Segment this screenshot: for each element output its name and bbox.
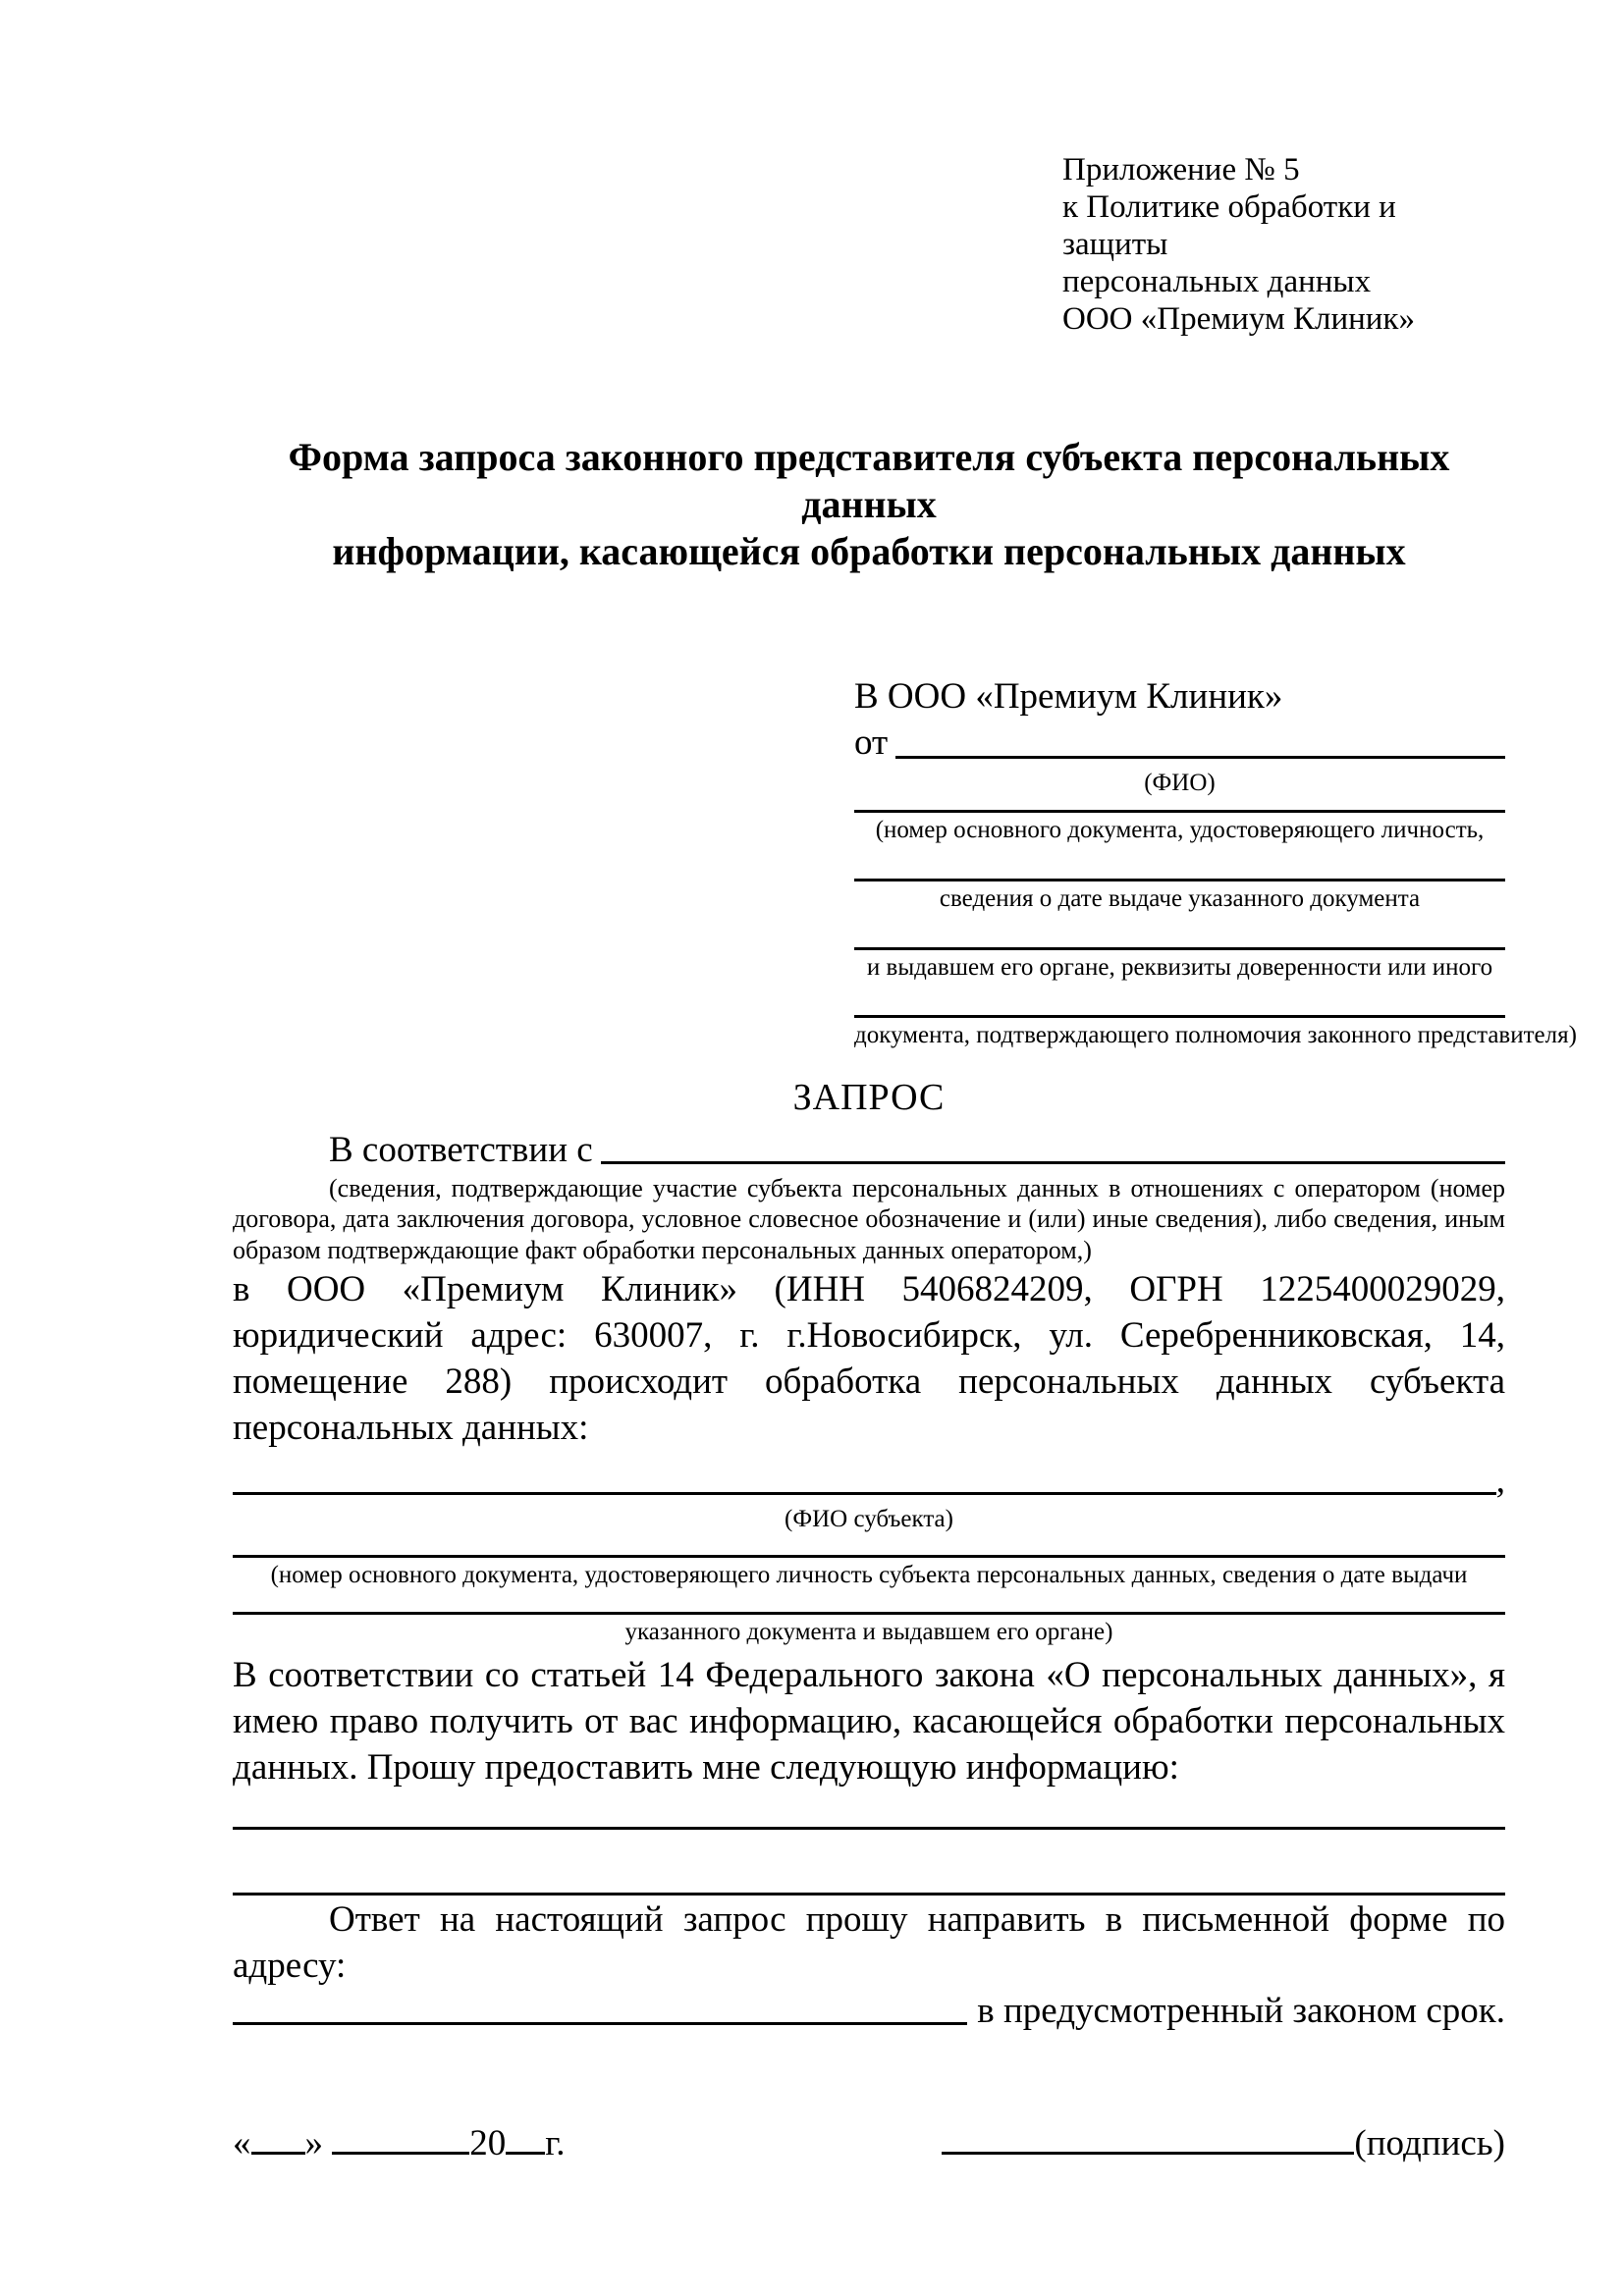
day-blank-field [251, 2122, 305, 2155]
appendix-line: персональных данных [1062, 263, 1372, 299]
reply-tail: в предусмотренный законом срок. [977, 1990, 1505, 2031]
date-signature-row [233, 2122, 1505, 2164]
law-paragraph: В соответствии со статьей 14 Федерального закона «О персональных данных», я имею право получить от вас информацию, касающейся обработки персональных данных. Прошу предоставить мне следующую информацию: [233, 1654, 1505, 1788]
subject-doc-blank-field [233, 1533, 1505, 1558]
from-label: от [854, 722, 889, 764]
request-heading: ЗАПРОС [792, 1077, 946, 1119]
appendix-line: к Политике обработки и защиты [1062, 188, 1396, 262]
doc-caption: (номер основного документа, удостоверяющего личность, [875, 817, 1485, 844]
signature-blank-field [942, 2122, 1354, 2155]
year-suffix: г. [545, 2122, 566, 2163]
title-line: Форма запроса законного представителя субъекта персональных данных [288, 434, 1450, 526]
signature-caption: (подпись) [1354, 2122, 1505, 2163]
from-row [854, 720, 1505, 766]
appendix-line: ООО «Премиум Клиник» [1062, 300, 1415, 337]
reply-address-row [233, 1990, 1505, 2032]
appendix-line: Приложение № 5 [1062, 152, 1300, 187]
representative-doc-blank-field [854, 914, 1505, 950]
subject-doc-caption: указанного документа и выдавшем его органе) [624, 1619, 1113, 1646]
year-prefix: 20 [469, 2122, 507, 2163]
subject-fio-row [233, 1460, 1505, 1502]
addressee-block [854, 673, 1577, 1050]
month-blank-field [332, 2122, 469, 2155]
representative-doc-blank-field [854, 798, 1505, 813]
reply-address-blank-field [233, 2021, 967, 2025]
accordance-label: В соответствии с [329, 1130, 593, 1171]
title-line: информации, касающейся обработки персональных данных [332, 528, 1406, 573]
year-blank-field [506, 2122, 545, 2155]
subject-fio-blank-field [233, 1491, 1496, 1495]
appendix-block [1062, 152, 1505, 339]
signature-field [942, 2122, 1505, 2164]
doc-caption: сведения о дате выдаче указанного документа [939, 884, 1421, 912]
doc-caption: и выдавшем его органе, реквизиты доверенности или иного [866, 953, 1493, 981]
doc-caption: документа, подтверждающего полномочия законного представителя) [854, 1022, 1577, 1049]
representative-fio-blank-field [895, 755, 1505, 759]
operator-paragraph: в ООО «Премиум Клиник» (ИНН 5406824209, ОГРН 1225400029029, юридический адрес: 630007, г. г.Новосибирск, ул. Серебренниковская, 14, помещение 288) происходит обработка персональных данных субъекта персональных данных: [233, 1268, 1505, 1448]
fio-caption: (ФИО) [1144, 770, 1216, 797]
subject-doc-blank-field [233, 1590, 1505, 1615]
representative-doc-blank-field [854, 982, 1505, 1018]
requested-info-blank-field [233, 1791, 1505, 1830]
reply-paragraph: Ответ на настоящий запрос прошу направить в письменной форме по адресу: [233, 1898, 1505, 1986]
requested-info-blank-field [233, 1830, 1505, 1896]
quote-open: « [233, 2122, 251, 2163]
subject-doc-caption: (номер основного документа, удостоверяющего личность субъекта персональных данных, сведения о дате выдачи [270, 1562, 1468, 1589]
addressee-organization: В ООО «Премиум Клиник» [854, 675, 1283, 717]
date-field [233, 2122, 566, 2164]
basis-blank-field [601, 1160, 1505, 1164]
subject-fio-caption: (ФИО субъекта) [785, 1505, 953, 1532]
quote-close: » [304, 2122, 323, 2163]
representative-doc-blank-field [854, 845, 1505, 881]
basis-caption: (сведения, подтверждающие участие субъекта персональных данных в отношениях с оператором (номер договора, дата заключения договора, условное словесное обозначение и (или) иные сведения), либо сведения, иным образом подтверждающие факт обработки персональных данных оператором,) [233, 1174, 1505, 1264]
comma: , [1495, 1460, 1505, 1501]
accordance-row [233, 1129, 1505, 1171]
document-title [233, 434, 1505, 575]
